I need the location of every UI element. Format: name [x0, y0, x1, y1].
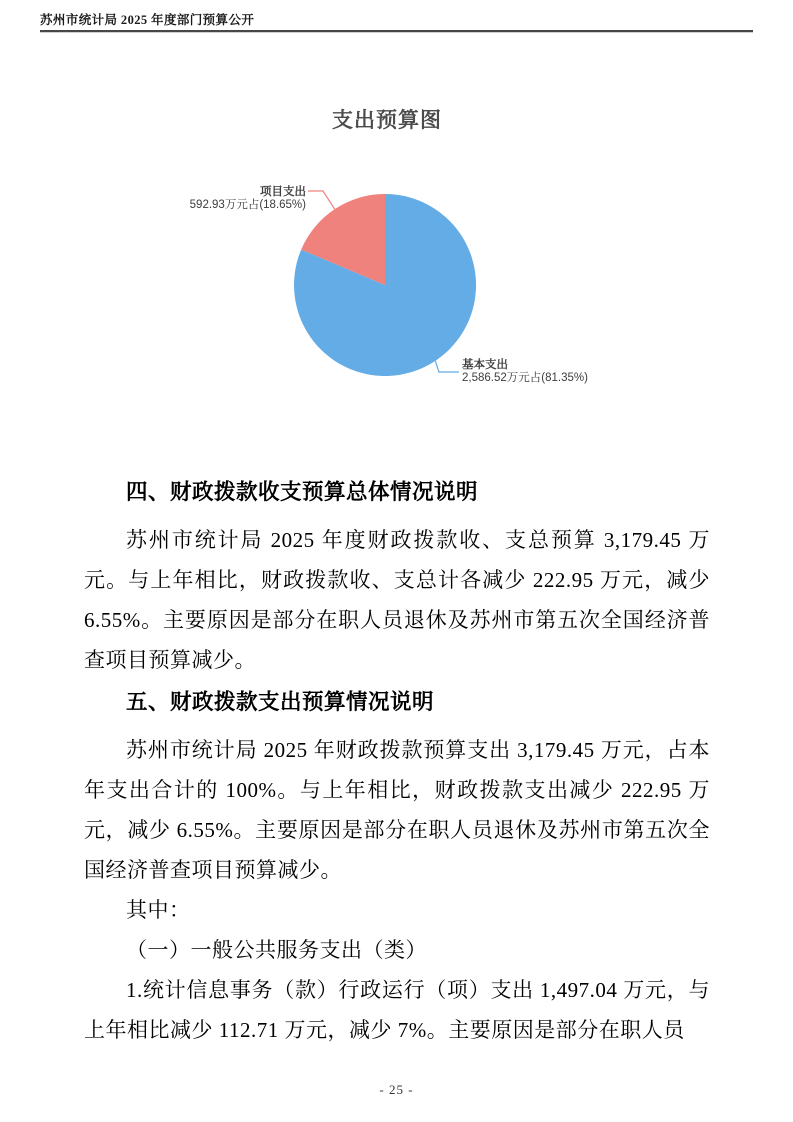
page-number: - 25 -	[379, 1082, 414, 1097]
chart-title: 支出预算图	[332, 109, 442, 132]
pie-label-basic-expenditure-name: 基本支出	[462, 359, 508, 371]
section-5-paragraph-2: 其中：	[126, 898, 191, 922]
page-header	[40, 13, 753, 33]
section-heading-5: 五、财政拨款支出预算情况说明	[126, 690, 435, 714]
section-heading-4: 四、财政拨款收支预算总体情况说明	[126, 480, 479, 504]
section-5-paragraph-4: 1.统计信息事务（款）行政运行（项）支出 1,497.04 万元，与上年相比减少 112.71 万元，减少 7%。主要原因是部分在职人员	[84, 978, 710, 1042]
pie-label-project-expenditure-value: 592.93万元占(18.65%)	[189, 199, 306, 211]
leader-line-project-expenditure	[308, 191, 335, 209]
header-title: 苏州市统计局 2025 年度部门预算公开	[40, 13, 255, 27]
expenditure-pie-chart	[150, 168, 650, 408]
document-body	[84, 470, 710, 1050]
pie-label-project-expenditure-name: 项目支出	[260, 186, 306, 198]
section-4-paragraph-1: 苏州市统计局 2025 年度财政拨款收、支总预算 3,179.45 万元。与上年相比，财政拨款收、支总计各减少 222.95 万元，减少 6.55%。主要原因是部分在职人员退休及苏州市第五次全国经济普查项目预算减少。	[84, 528, 710, 672]
header-rule	[40, 30, 753, 33]
section-5-paragraph-1: 苏州市统计局 2025 年财政拨款预算支出 3,179.45 万元，占本年支出合计的 100%。与上年相比，财政拨款支出减少 222.95 万元，减少 6.55%。主要原因是部分在职人员退休及苏州市第五次全国经济普查项目预算减少。	[84, 738, 710, 882]
leader-line-basic-expenditure	[435, 361, 459, 372]
section-5-paragraph-3: （一）一般公共服务支出（类）	[126, 938, 427, 962]
pie-label-basic-expenditure-value: 2,586.52万元占(81.35%)	[462, 372, 588, 384]
